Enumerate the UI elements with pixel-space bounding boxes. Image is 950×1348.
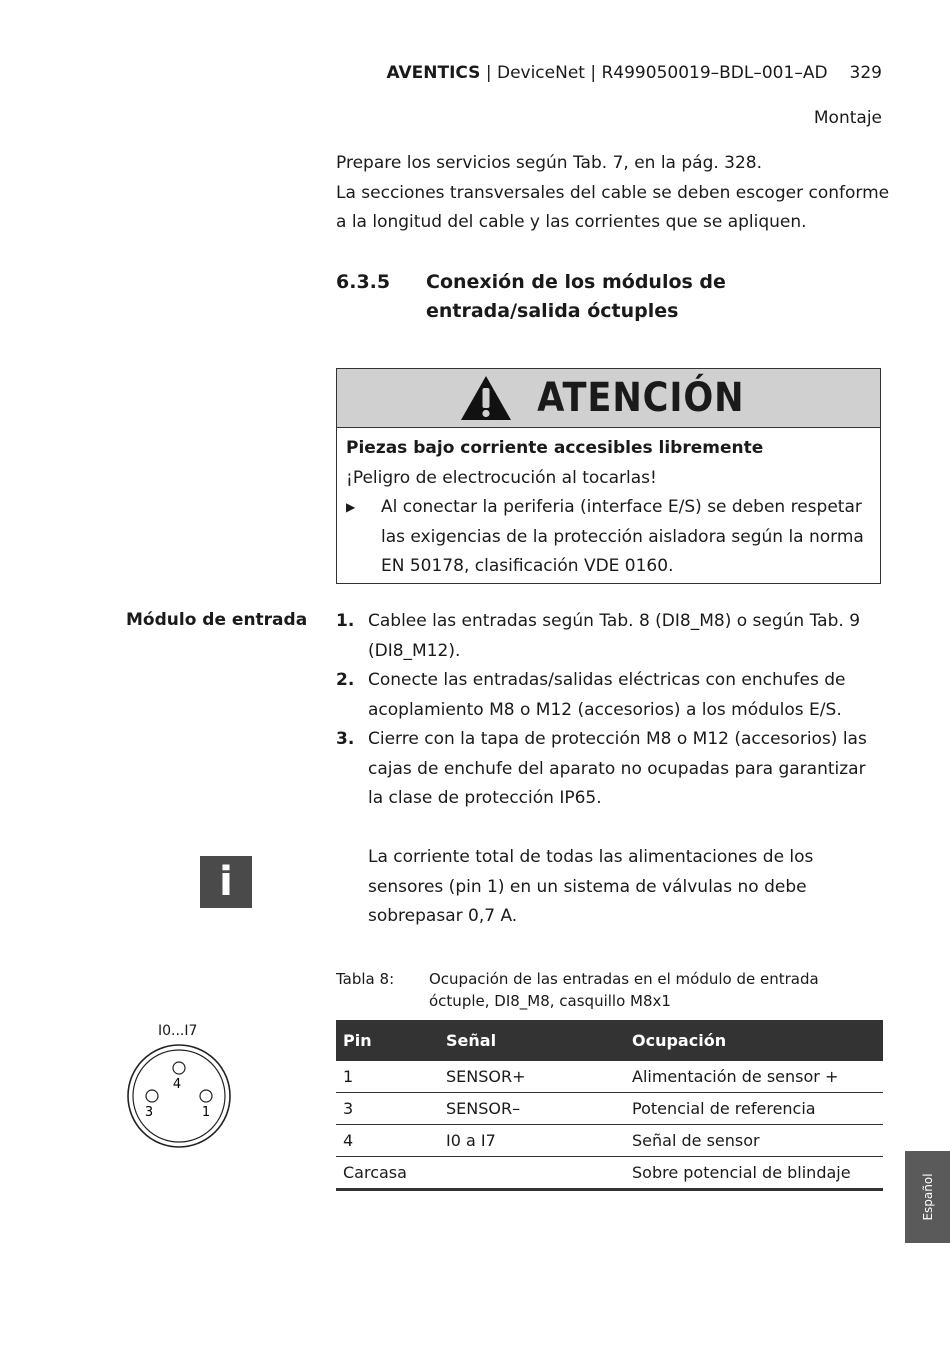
- warning-box: [336, 368, 881, 584]
- pin-table: [336, 1020, 883, 1191]
- step-item: [336, 666, 881, 725]
- side-label: Módulo de entrada: [126, 610, 308, 630]
- step-number: 1.: [336, 611, 355, 631]
- cell-signal: I0 a I7: [439, 1125, 625, 1157]
- warning-bullet-text: Al conectar la periferia (interface E/S) se deben respetar las exigencias de la protección aisladora según la norma EN 50178, clasificación VDE 0160.: [381, 497, 864, 576]
- warning-title: ATENCIÓN: [536, 375, 745, 421]
- brand: AVENTICS: [386, 63, 481, 83]
- pin-3-label: 3: [144, 1105, 154, 1120]
- warning-header: [337, 369, 880, 428]
- header-signal: Señal: [439, 1020, 625, 1061]
- cell-assignment: Potencial de referencia: [625, 1093, 883, 1125]
- connector-label: I0...I7: [158, 1023, 198, 1039]
- bullet-arrow-icon: ▶: [346, 500, 356, 514]
- table-header-row: [336, 1020, 883, 1061]
- warning-body: [337, 428, 880, 582]
- doc-reference: | DeviceNet | R499050019–BDL–001–AD: [480, 63, 828, 83]
- pin-1-socket: [200, 1090, 212, 1102]
- table-row: [336, 1061, 883, 1093]
- table-row: [336, 1157, 883, 1190]
- cell-assignment: Señal de sensor: [625, 1125, 883, 1157]
- pin-4-label: 4: [172, 1077, 182, 1092]
- intro-line-2: La secciones transversales del cable se deben escoger conforme a la longitud del cable y las corrientes que se apliquen.: [336, 182, 890, 232]
- pin-3-socket: [146, 1090, 158, 1102]
- section-heading: [336, 268, 876, 326]
- steps-list: [336, 607, 881, 814]
- warning-triangle-icon: [459, 374, 513, 422]
- intro-line-1: Prepare los servicios según Tab. 7, en la pág. 328.: [336, 153, 763, 173]
- warning-subtitle: Piezas bajo corriente accesibles libremente: [346, 438, 764, 458]
- step-text: Cablee las entradas según Tab. 8 (DI8_M8) o según Tab. 9 (DI8_M12).: [368, 611, 861, 661]
- caption-text: Ocupación de las entradas en el módulo de entrada óctuple, DI8_M8, casquillo M8x1: [429, 970, 819, 1010]
- page-number: 329: [849, 63, 882, 83]
- step-item: [336, 725, 881, 814]
- cell-signal: SENSOR+: [439, 1061, 625, 1093]
- step-item: [336, 607, 881, 666]
- section-name: Montaje: [813, 108, 882, 128]
- cell-signal: [439, 1157, 625, 1190]
- header-assignment: Ocupación: [625, 1020, 883, 1061]
- info-icon: i: [200, 856, 252, 908]
- cell-assignment: Alimentación de sensor +: [625, 1061, 883, 1093]
- warning-danger: ¡Peligro de electrocución al tocarlas!: [346, 467, 657, 488]
- table-row: [336, 1125, 883, 1157]
- table-caption: [336, 968, 849, 1012]
- header-pin: Pin: [336, 1020, 439, 1061]
- cell-pin: 1: [336, 1061, 439, 1093]
- step-text: Cierre con la tapa de protección M8 o M12 (accesorios) las cajas de enchufe del aparato no ocupadas para garantizar la clase de protección IP65.: [368, 729, 867, 808]
- cell-pin: 3: [336, 1093, 439, 1125]
- connector-pinout-diagram: [125, 1043, 233, 1151]
- language-tab: [905, 1151, 950, 1243]
- warning-bullet: [346, 493, 870, 582]
- caption-label: Tabla 8:: [336, 970, 395, 988]
- cell-pin: Carcasa: [336, 1157, 439, 1190]
- cell-signal: SENSOR–: [439, 1093, 625, 1125]
- step-text: Conecte las entradas/salidas eléctricas con enchufes de acoplamiento M8 o M12 (accesorios) a los módulos E/S.: [368, 670, 846, 720]
- pin-1-label: 1: [201, 1105, 211, 1120]
- page-header: [386, 63, 882, 83]
- heading-number: 6.3.5: [336, 271, 391, 293]
- info-note: La corriente total de todas las alimentaciones de los sensores (pin 1) en un sistema de válvulas no debe sobrepasar 0,7 A.: [368, 847, 814, 926]
- step-number: 2.: [336, 670, 355, 690]
- heading-title: Conexión de los módulos de entrada/salida óctuples: [426, 271, 726, 322]
- cell-pin: 4: [336, 1125, 439, 1157]
- intro-text: [336, 149, 896, 238]
- table-row: [336, 1093, 883, 1125]
- language-tab-label: Español: [920, 1173, 935, 1221]
- cell-assignment: Sobre potencial de blindaje: [625, 1157, 883, 1190]
- pin-4-socket: [173, 1062, 185, 1074]
- step-number: 3.: [336, 729, 355, 749]
